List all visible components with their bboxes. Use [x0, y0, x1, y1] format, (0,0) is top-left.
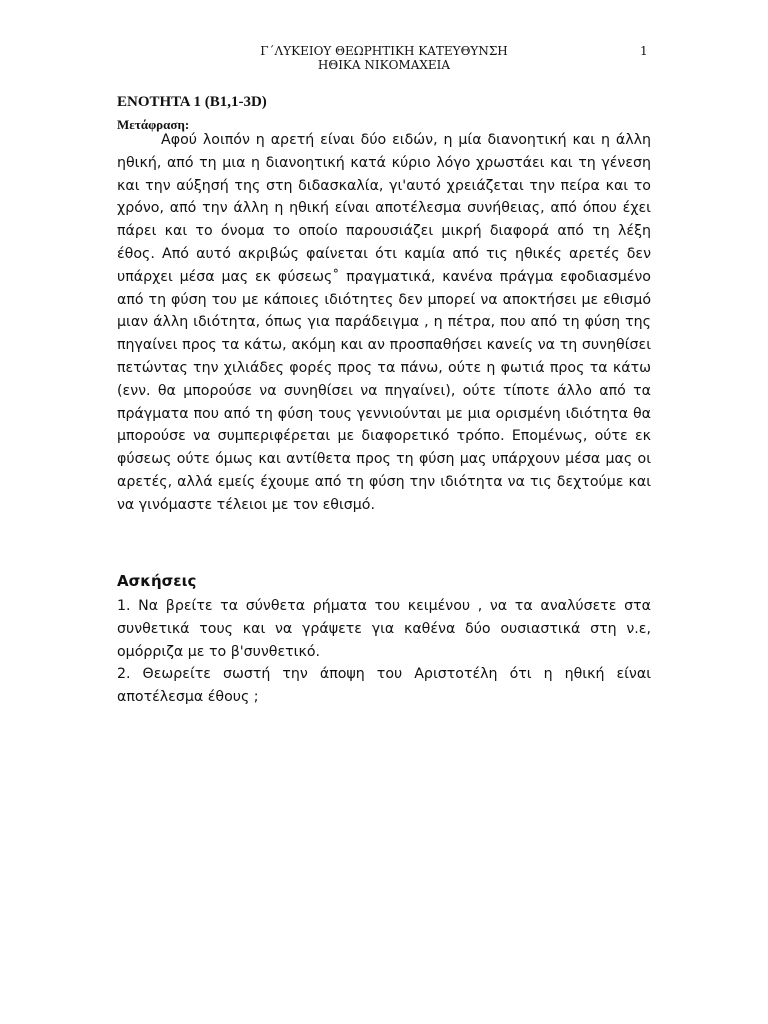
exercises-list — [117, 595, 651, 709]
page-header — [0, 44, 768, 72]
exercises-heading: Ασκήσεις — [117, 572, 197, 590]
translation-paragraph: Αφού λοιπόν η αρετή είναι δύο ειδών, η μία διανοητική και η άλλη ηθική, από τη μια η διανοητική κατά κύριο λόγο χρωστάει και τη γένεση και την αύξησή της στη διδασκαλία, γι'αυτό χρειάζεται την πείρα και το χρόνο, από την άλλη η ηθική είναι αποτέλεσμα συνήθειας, από όπου έχει πάρει και το όνομα το οποίο παρουσιάζει μικρή διαφορά από τη λέξη έθος. Από αυτό ακριβώς φαίνεται ότι καμία από τις ηθικές αρετές δεν υπάρχει μέσα μας εκ φύσεως˚ πραγματικά, κανένα πράγμα εφοδιασμένο από τη φύση του με κάποιες ιδιότητες δεν μπορεί να αποκτήσει με εθισμό μιαν άλλη ιδιότητα, όπως για παράδειγμα , η πέτρα, που από τη φύση της πηγαίνει προς τα κάτω, ακόμη και αν προσπαθήσει κανείς να τη συνηθίσει πετώντας την χιλιάδες φορές προς τα πάνω, ούτε η φωτιά προς τα κάτω (ενν. θα μπορούσε να συνηθίσει να πηγαίνει), ούτε τίποτε άλλο από τα πράγματα που από τη φύση τους γεννιούνται με μια ορισμένη ιδιότητα θα μπορούσε να συμπεριφέρεται με διαφορετικό τρόπο. Επομένως, ούτε εκ φύσεως ούτε όμως και αντίθετα προς τη φύση μας υπάρχουν μέσα μας οι αρετές, αλλά εμείς έχουμε από τη φύση την ιδιότητα να τις δεχτούμε και να γινόμαστε τέλειοι με τον εθισμό. — [117, 132, 651, 513]
header-book-title: ΗΘΙΚΑ ΝΙΚΟΜΑΧΕΙΑ — [317, 58, 451, 72]
exercise-item-1: 1. Να βρείτε τα σύνθετα ρήματα του κειμένου , να τα αναλύσετε στα συνθετικά τους και να γράψετε για καθένα δύο ουσιαστικά στη ν.ε, ομόρριζα με το β'συνθετικό. — [117, 598, 651, 660]
header-course-line: Γ΄ΛΥΚΕΙΟΥ ΘΕΩΡΗΤΙΚΗ ΚΑΤΕΥΘΥΝΣΗ — [260, 44, 508, 58]
translation-label: Μετάφραση: — [117, 117, 190, 132]
section-title: ΕΝΟΤΗΤΑ 1 (Β1,1-3D) — [117, 94, 267, 110]
page-number: 1 — [640, 44, 648, 58]
exercise-item-2: 2. Θεωρείτε σωστή την άποψη του Αριστοτέλη ότι η ηθική είναι αποτέλεσμα έθους ; — [117, 666, 651, 706]
